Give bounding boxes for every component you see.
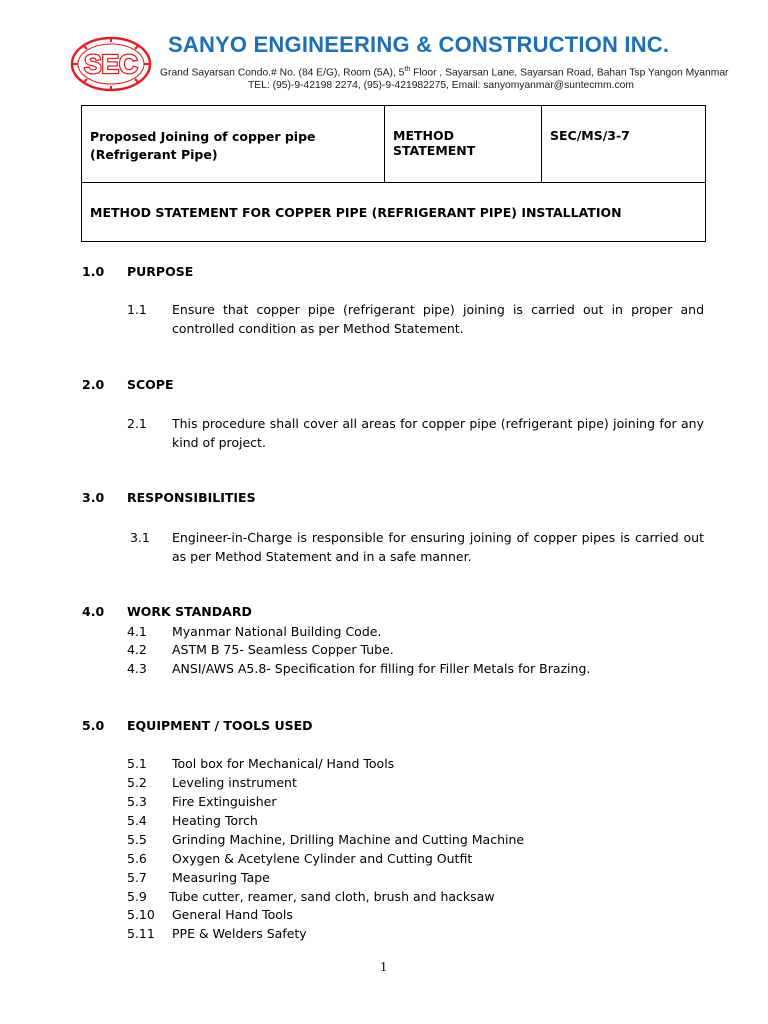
paragraph-3-1: 3.1 Engineer-in-Charge is responsible for ensuring joining of copper pipes is carried out as per Method Statement and in a safe manner. [130, 530, 704, 564]
subject-cell: Proposed Joining of copper pipe (Refrigerant Pipe) [82, 106, 385, 183]
letterhead [0, 0, 768, 100]
title-table [81, 105, 706, 242]
doc-number-cell: SEC/MS/3-7 [542, 106, 706, 183]
page-number: 1 [380, 960, 387, 975]
paragraph-2-1: 2.1 This procedure shall cover all areas for copper pipe (refrigerant pipe) joining for any kind of project. [127, 416, 704, 450]
sec-logo [70, 36, 152, 92]
company-name: SANYO ENGINEERING & CONSTRUCTION INC. [168, 32, 670, 57]
document-title: METHOD STATEMENT FOR COPPER PIPE (REFRIGERANT PIPE) INSTALLATION [82, 183, 706, 242]
doc-type-cell: METHOD STATEMENT [385, 106, 542, 183]
company-address: Grand Sayarsan Condo.# No. (84 E/G), Room (5A), 5th Floor , Sayarsan Lane, Sayarsan Road, Bahan Tsp Yangon Myanmar [160, 66, 729, 79]
paragraph-1-1: 1.1 Ensure that copper pipe (refrigerant pipe) joining is carried out in proper and controlled condition as per Method Statement. [127, 302, 704, 336]
logo-text: SEC [84, 49, 138, 79]
company-contact: TEL: (95)-9-42198 2274, (95)-9-421982275, Email: sanyomyanmar@suntecmm.com [248, 80, 634, 91]
